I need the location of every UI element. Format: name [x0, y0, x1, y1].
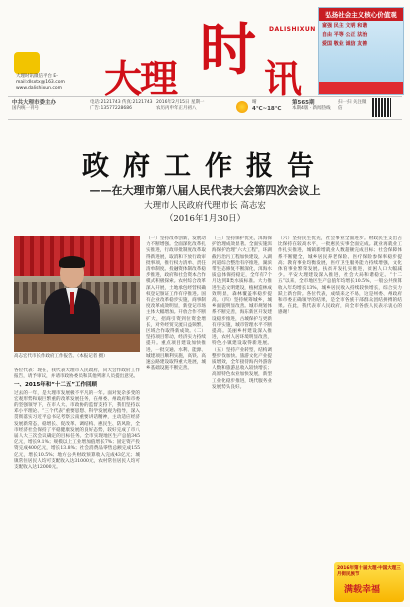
title-shi: 时	[200, 17, 256, 83]
ad-line: 富强 民主 文明 和谐	[322, 23, 368, 29]
article-date: （2016年1月30日）	[164, 214, 246, 224]
qr-note: 扫一扫 关注微信	[338, 100, 367, 111]
text-column-3: （三）坚持保护优先，洱海保护治理成效显著。全面实施洱海保护治理“六大工程”，环湖截污治污工程加快建设，入湖河道综合整治有序推进，湖滨带生态修复不断深化，洱海水质总体保持稳定，全年有7个月达到Ⅱ类水质标准。大力推进生态文明建设，植树造林成效明显，森林覆盖率稳步提高。（四）坚持统筹城乡，城乡面貌明显改善。城市规划体系不断完善，海东新区开发建设稳步推进，古城保护与更新有序实施，城市管理水平不断提高。美丽乡村建设深入推进，农村人居环境明显改善，特色小镇建设取得新进展。（五）坚持产业转型，结构调整步伐加快。旅游文化产业提质增效，全年接待海内外游客人数和旅游总收入较快增长；高原特色农业加快发展，新型工业化稳步推进，现代服务业发展势头良好。	[212, 236, 272, 390]
sponsor-sub: 国内统一刊号	[12, 106, 39, 111]
festival-ad-slogan: 满载幸福	[344, 585, 381, 595]
article-subtitle: ——在大理市第八届人民代表大会第四次会议上	[89, 184, 321, 197]
sponsor-block	[12, 100, 56, 112]
weather-label: 晴	[252, 100, 257, 105]
speaker-tie	[70, 292, 74, 314]
issue-block	[292, 100, 331, 112]
wechat-logo-icon	[14, 52, 40, 74]
intro-paragraph: 各位代表：现在，我代表大理市人民政府，向大会作政府工作报告，请予审议，并请市政协委员和其他列席人员提出意见。	[14, 368, 140, 380]
festival-ad-text: 2016年第十届大理·中国大理三月街民族节	[337, 566, 401, 577]
ad-banner-strip	[319, 82, 403, 94]
title-dali: 大理	[104, 57, 177, 101]
date-block	[156, 100, 204, 112]
speaker-hair	[59, 256, 85, 268]
ad-line: 爱国 敬业 诚信 友善	[322, 41, 368, 47]
newspaper-title	[104, 17, 316, 101]
qr-code-icon[interactable]	[372, 98, 391, 117]
article-byline: 大理市人民政府代理市长 高志宏	[144, 201, 266, 211]
issue-number: 第565期	[292, 100, 315, 106]
ad-headline: 弘扬社会主义核心价值观	[319, 8, 403, 21]
issue-date: 2016年2月15日 星期一	[156, 100, 205, 105]
info-bar	[8, 96, 402, 120]
article-headline: 政府工作报告	[82, 151, 328, 182]
photo-podium	[14, 334, 140, 352]
lunar-date: 农历丙申年正月初八	[156, 106, 197, 111]
promo-text: 大理时讯微信平台 E-mail:dlsxtx@163.com www.dalishixun.com	[16, 74, 65, 91]
photo-caption: 高志宏代市长作政府工作报告。（本报记者 摄）	[14, 354, 108, 359]
masthead	[0, 0, 410, 101]
section-heading: 一、2015年和“十二五”工作回顾	[14, 382, 98, 389]
weather-temp: 4℃~18℃	[252, 106, 282, 112]
column-1-body: 过去的一年，是大理市发展极不平凡的一年。面对复杂多变的宏观形势和艰巨繁重的改革发展任务，在州委、州政府和市委的坚强领导下，在市人大、市政协的监督支持下，我们坚持以邓小平理论、“三个代表”重要思想、科学发展观为指导，深入贯彻落实习近平总书记考察云南重要讲话精神，主动适应经济发展新常态，稳增长、促改革、调结构、惠民生、防风险，全市经济社会保持了平稳健康发展的良好态势，较好完成了市八届人大三次会议确定的目标任务。全市实现地区生产总值345亿元，增长9.1%；规模以上工业增加值增长7%；固定资产投资完成400亿元，增长13.8%；社会消费品零售总额完成155亿元，增长10.5%；地方公共财政预算收入完成43亿元；城镇常住居民人均可支配收入达31000元，农村常住居民人均可支配收入达12000元。	[14, 390, 140, 471]
wechat-promo[interactable]	[14, 52, 104, 93]
phones: 电话:2121743 传真:2121743	[90, 100, 153, 105]
festival-ad[interactable]	[334, 562, 404, 602]
core-values-ad[interactable]	[318, 7, 404, 95]
sponsor: 中共大理市委主办	[12, 100, 57, 106]
text-column-2: （一）坚持改革创新，发展动力不断增强。全面深化改革扎实推进，行政审批制度改革取得新进展，取消和下放行政审批事项，推行权力清单、责任清单制度。投融资体制改革稳步推进，政府和社会资本合作模式积极探索。农村综合改革深入开展，土地承包经营权确权登记颁证工作有序推进。国有企业改革稳步实施，商事制度改革成效明显，新登记市场主体大幅增加。开放合作不断扩大，招商引资到位资金增长，对外经贸交流日益频繁，区域合作取得新成效。（二）坚持项目带动，经济实力持续提升。重点项目建设加快推进，一批交通、水利、能源、城建项目顺利实施，高铁、高速公路建设取得重大进展，城乡基础设施不断完善。	[146, 236, 206, 372]
weather-block	[252, 100, 281, 112]
sun-icon	[236, 101, 248, 113]
issue-sub: 本期4版 · 新闻热线	[292, 106, 331, 111]
ad-line: 自由 平等 公正 法治	[322, 32, 368, 38]
title-xun: 讯	[264, 57, 303, 101]
text-column-1	[14, 368, 140, 602]
text-column-4: （六）坚持民生优先，社会事业全面进步。财政民生支出占比保持在较高水平，一批惠民实事全面完成。就业再就业工作扎实推进，城镇新增就业人数超额完成目标；社会保障体系不断健全，城乡居民养老保险、医疗保险参保率稳步提高；教育事业均衡发展，医疗卫生服务能力持续增强，文化体育事业繁荣发展。扶贫开发扎实推进，贫困人口大幅减少。平安大理建设深入推进，社会大局和谐稳定。“十二五”以来，全市地区生产总值年均增长10.5%，一般公共预算收入年均增长13%，城乡居民收入持续较快增长，综合实力跃上新台阶。各位代表，成绩来之不易，这是州委、州政府和市委正确领导的结果，是全市各族干部群众团结拼搏的结果。在此，我代表市人民政府，向全市各族人民表示衷心的感谢！	[278, 236, 402, 316]
title-pinyin: DALISHIXUN	[269, 26, 316, 33]
phones-ad: 广告:13577228686	[90, 106, 133, 111]
contact-block	[90, 100, 153, 112]
article-photo[interactable]	[14, 236, 140, 352]
